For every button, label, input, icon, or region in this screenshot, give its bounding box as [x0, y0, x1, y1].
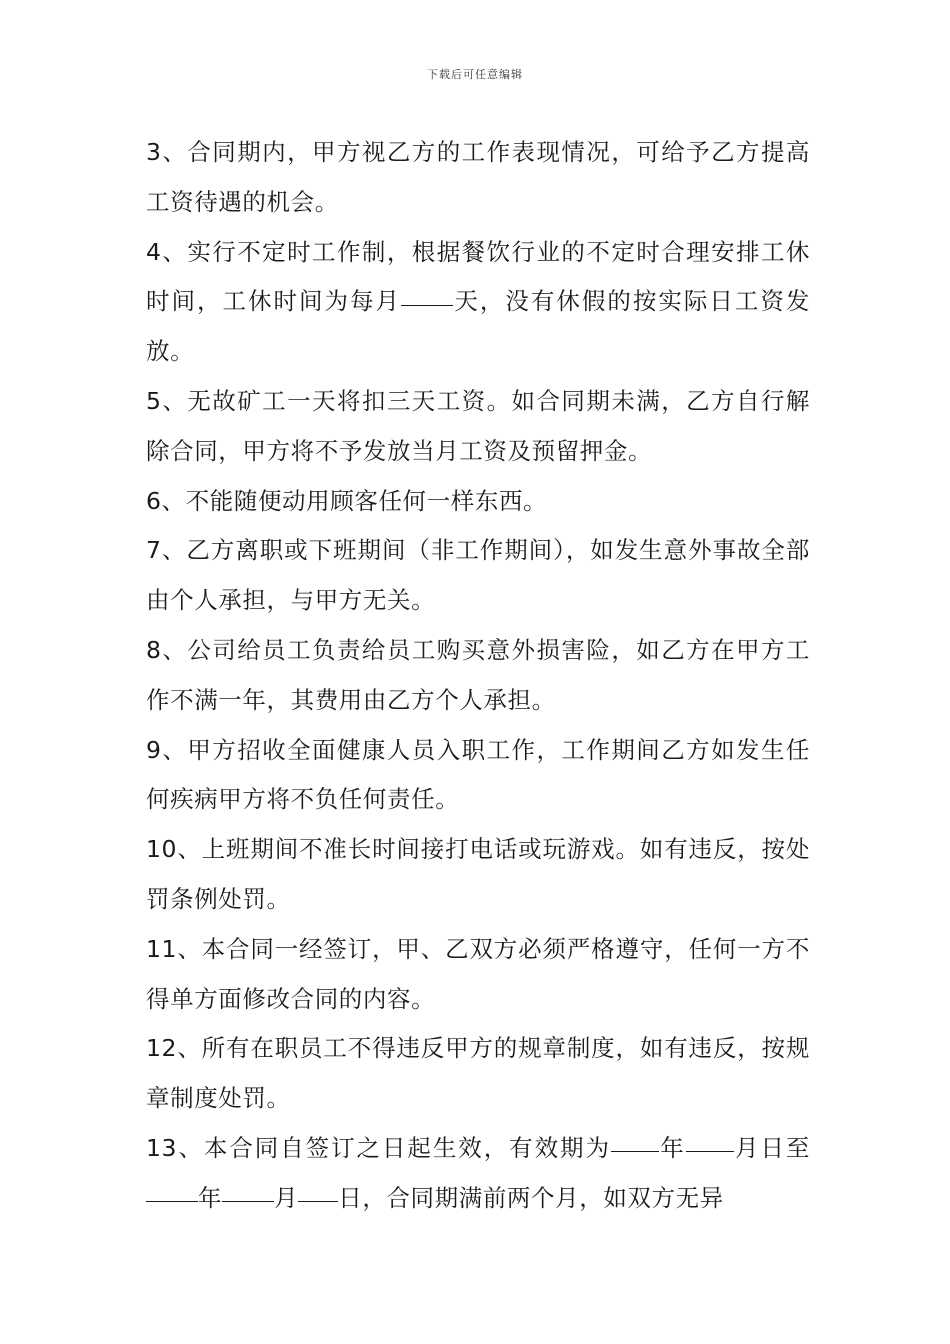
- clause-13-text-e: 月: [274, 1183, 299, 1212]
- clause-13-text-a: 13、本合同自签订之日起生效，有效期为: [146, 1133, 611, 1162]
- blank-end-month: [222, 1200, 274, 1202]
- clause-9: 9、甲方招收全面健康人员入职工作，工作期间乙方如发生任何疾病甲方将不负任何责任。: [146, 735, 810, 814]
- clause-13: [146, 1124, 810, 1224]
- clause-5: 5、无故矿工一天将扣三天工资。如合同期未满，乙方自行解除合同，甲方将不予发放当月工资及预留押金。: [146, 386, 810, 465]
- blank-end-year: [146, 1200, 198, 1202]
- clause-4-text-a: 4、实行不定时工作制，根据餐饮行业的不定时合理安排工休时间，工休时间为每月: [146, 237, 810, 316]
- clause-7: 7、乙方离职或下班期间（非工作期间），如发生意外事故全部由个人承担，与甲方无关。: [146, 536, 810, 615]
- blank-days-per-month: [401, 304, 453, 306]
- blank-start-month: [686, 1150, 734, 1152]
- clause-4: [146, 228, 810, 377]
- clause-13-text-c: 月日至: [733, 1133, 810, 1162]
- contract-body: [146, 128, 810, 1224]
- clause-12: 12、所有在职员工不得违反甲方的规章制度，如有违反，按规章制度处罚。: [146, 1034, 810, 1113]
- clause-4-text-b: 天，没有休假的按实际日工资发放。: [146, 287, 810, 366]
- page-header: 下载后可任意编辑: [427, 68, 523, 81]
- clause-8: 8、公司给员工负责给员工购买意外损害险，如乙方在甲方工作不满一年，其费用由乙方个人承担。: [146, 635, 810, 714]
- clause-6: 6、不能随便动用顾客任何一样东西。: [146, 486, 548, 515]
- clause-3: 3、合同期内，甲方视乙方的工作表现情况，可给予乙方提高工资待遇的机会。: [146, 138, 810, 216]
- clause-10: 10、上班期间不准长时间接打电话或玩游戏。如有违反，按处罚条例处罚。: [146, 835, 810, 913]
- clause-11: 11、本合同一经签订，甲、乙双方必须严格遵守，任何一方不得单方面修改合同的内容。: [146, 934, 810, 1013]
- clause-13-text-d: 年: [198, 1183, 223, 1212]
- clause-13-text-f: 日，合同期满前两个月，如双方无异: [338, 1183, 724, 1212]
- clause-13-text-b: 年: [658, 1133, 686, 1162]
- blank-end-day: [298, 1200, 338, 1202]
- blank-start-year: [611, 1150, 659, 1152]
